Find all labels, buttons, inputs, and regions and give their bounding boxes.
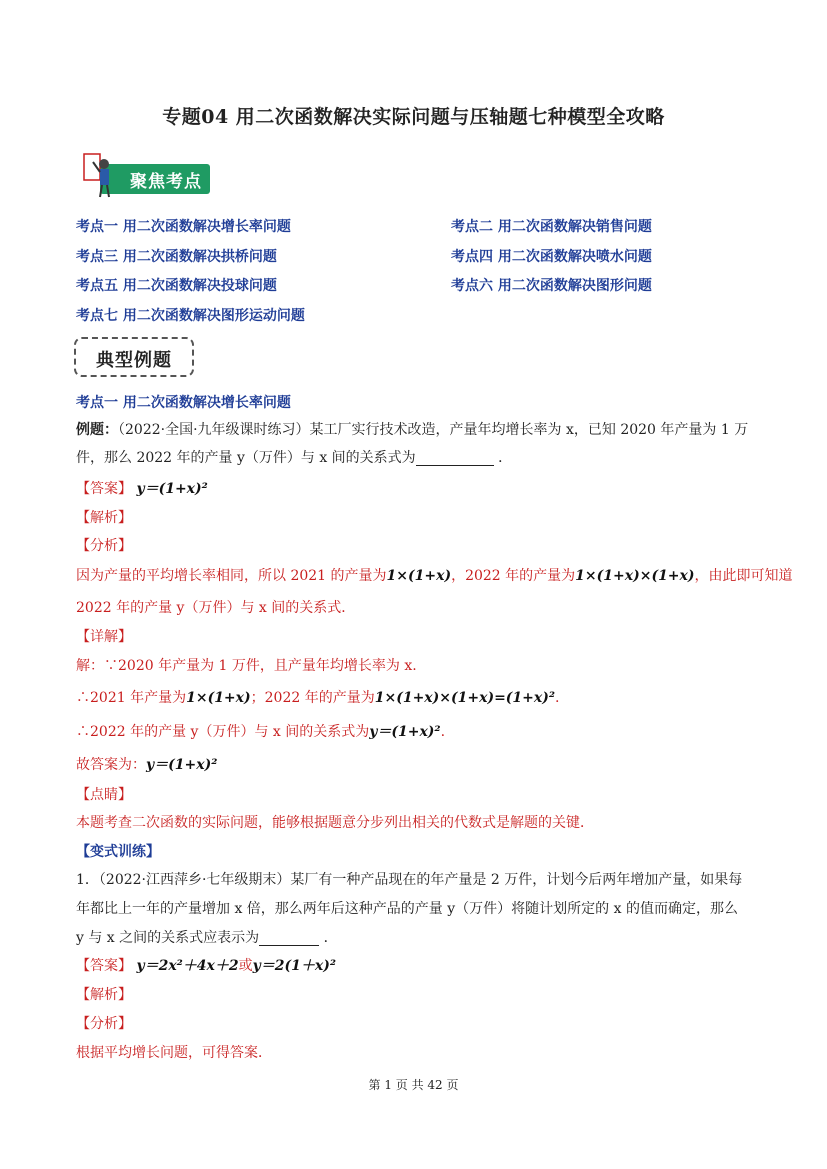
example-text-1: （2022·全国·九年级课时练习）某工厂实行技术改造，产量年均增长率为 x，已知 2020 年产量为 1 万 — [118, 422, 749, 438]
fenxi-line-1: 因为产量的平均增长率相同，所以 2021 的产量为1×(1+x)，2022 年的产量为1×(1+x)×(1+x)，由此即可知道 — [76, 568, 793, 584]
answer-row-2: 【答案】 y＝2x²＋4x＋2或y＝2(1＋x)² — [76, 958, 336, 974]
detail-line-2: ∴2021 年产量为1×(1+x)；2022 年的产量为1×(1+x)×(1+x)=(1+x)². — [76, 690, 560, 706]
fenxi-line-2: 2022 年的产量 y（万件）与 x 间的关系式． — [76, 600, 356, 616]
practice-label: 【变式训练】 — [76, 844, 160, 860]
banner-label: 聚焦考点 — [130, 172, 202, 192]
topic-3[interactable]: 考点三 用二次函数解决拱桥问题 — [76, 249, 277, 265]
answer-formula: y＝(1+x)² — [136, 481, 208, 497]
topic-5[interactable]: 考点五 用二次函数解决投球问题 — [76, 278, 277, 294]
section-box-label: 典型例题 — [96, 350, 172, 371]
comment-text: 本题考查二次函数的实际问题，能够根据题意分步列出相关的代数式是解题的关键． — [76, 815, 594, 831]
answer-label: 【答案】 — [76, 481, 132, 497]
topic-1[interactable]: 考点一 用二次函数解决增长率问题 — [76, 219, 291, 235]
answer2-formula-2: y＝2(1＋x)² — [252, 958, 336, 974]
page-footer: 第 1 页 共 42 页 — [368, 1078, 459, 1092]
student-figure-icon — [78, 150, 118, 200]
analysis-label: 【解析】 — [76, 510, 132, 526]
fenxi-label: 【分析】 — [76, 538, 132, 554]
practice-blank — [259, 931, 319, 946]
topic-2[interactable]: 考点二 用二次函数解决销售问题 — [451, 219, 652, 235]
answer2-formula-1: y＝2x²＋4x＋2 — [136, 958, 239, 974]
fenxi-text-2: 根据平均增长问题，可得答案． — [76, 1045, 272, 1061]
practice-line-1: 1．（2022·江西萍乡·七年级期末）某厂有一种产品现在的年产量是 2 万件，计划今后两年增加产量，如果每 — [76, 872, 743, 888]
practice-line-3: y 与 x 之间的关系式应表示为 ． — [76, 930, 338, 946]
focus-banner — [78, 150, 212, 200]
answer-blank — [416, 451, 494, 466]
example-line-2: 件，那么 2022 年的产量 y（万件）与 x 间的关系式为 ． — [76, 450, 513, 466]
detail-line-3: ∴2022 年的产量 y（万件）与 x 间的关系式为y＝(1+x)². — [76, 724, 446, 740]
page-title: 专题04 用二次函数解决实际问题与压轴题七种模型全攻略 — [162, 106, 665, 128]
answer-row-1 — [76, 479, 208, 499]
topic-7[interactable]: 考点七 用二次函数解决图形运动问题 — [76, 308, 305, 324]
example-text-2: 件，那么 2022 年的产量 y（万件）与 x 间的关系式为 — [76, 450, 416, 466]
topic-4[interactable]: 考点四 用二次函数解决喷水问题 — [451, 249, 652, 265]
practice-line-2: 年都比上一年的产量增加 x 倍，那么两年后这种产品的产量 y（万件）将随计划所定的 x 的值而确定，那么 — [76, 901, 738, 917]
detail-line-4: 故答案为：y＝(1+x)² — [76, 757, 218, 773]
fenxi-label-2: 【分析】 — [76, 1016, 132, 1032]
example-line-1: 例题：（2022·全国·九年级课时练习）某工厂实行技术改造，产量年均增长率为 x，已知 2020 年产量为 1 万 — [76, 422, 749, 438]
detail-label: 【详解】 — [76, 629, 132, 645]
section-topic: 考点一 用二次函数解决增长率问题 — [76, 395, 291, 411]
analysis-label-2: 【解析】 — [76, 987, 132, 1003]
comment-label: 【点睛】 — [76, 787, 132, 803]
section-box — [74, 337, 194, 377]
topic-6[interactable]: 考点六 用二次函数解决图形问题 — [451, 278, 652, 294]
detail-line-1: 解：∵2020 年产量为 1 万件，且产量年均增长率为 x. — [76, 658, 417, 674]
example-label: 例题 — [76, 422, 104, 438]
